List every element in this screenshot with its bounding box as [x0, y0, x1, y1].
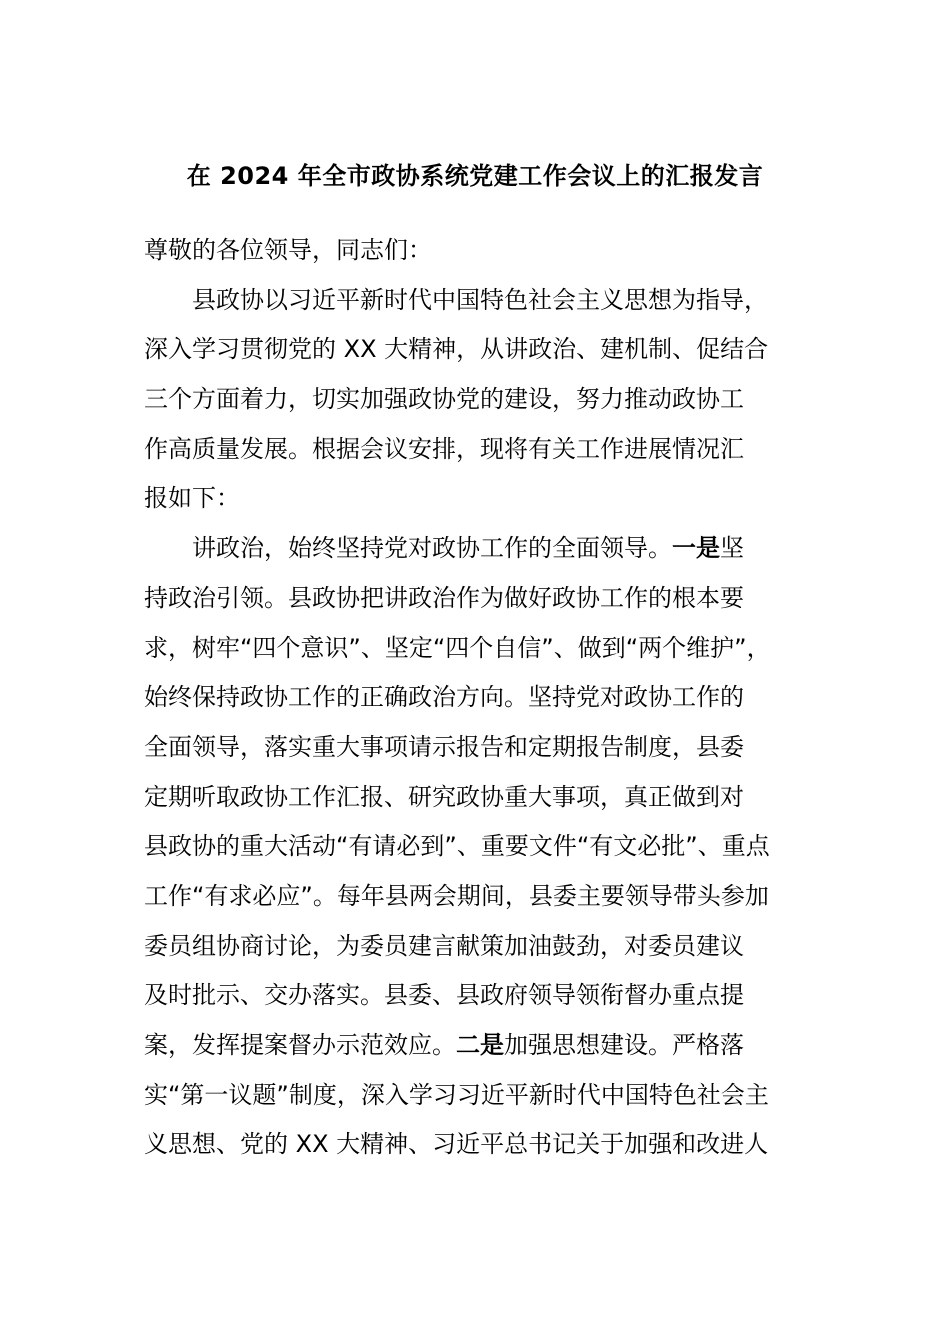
paragraph-line [144, 524, 804, 574]
paragraph-line: 始终保持政协工作的正确政治方向。坚持党对政协工作的 [144, 683, 744, 712]
paragraph-text: 讲政治，始终坚持党对政协工作的全面领导。 [192, 534, 672, 563]
paragraph-line: 三个方面着力，切实加强政协党的建设，努力推动政协工 [144, 385, 744, 414]
paragraph-line: 义思想、党的 XX 大精神、习近平总书记关于加强和改进人 [144, 1130, 769, 1159]
paragraph-line: 实“第一议题”制度，深入学习习近平新时代中国特色社会主 [144, 1080, 769, 1109]
paragraph-line [144, 1021, 804, 1071]
paragraph-line: 县政协的重大活动“有请必到”、重要文件“有文必批”、重点 [144, 832, 770, 861]
paragraph-line: 定期听取政协工作汇报、研究政协重大事项，真正做到对 [144, 782, 744, 811]
document-title: 在 2024 年全市政协系统党建工作会议上的汇报发言 [186, 162, 764, 190]
paragraph-politics [144, 524, 804, 1170]
paragraph-line: 报如下： [144, 484, 240, 513]
bold-marker-two: 二是 [456, 1031, 504, 1059]
paragraph-line: 持政治引领。县政协把讲政治作为做好政协工作的根本要 [144, 583, 744, 612]
paragraph-text: 加强思想建设。严格落 [504, 1031, 744, 1059]
paragraph-line: 工作“有求必应”。每年县两会期间，县委主要领导带头参加 [144, 881, 769, 910]
paragraph-intro [144, 276, 804, 524]
paragraph-line: 作高质量发展。根据会议安排，现将有关工作进展情况汇 [144, 434, 744, 463]
paragraph-line: 求，树牢“四个意识”、坚定“四个自信”、做到“两个维护”， [144, 633, 771, 662]
document-body [144, 226, 804, 1170]
paragraph-text: 坚 [720, 534, 744, 563]
paragraph-text: 案，发挥提案督办示范效应。 [144, 1031, 456, 1059]
salutation: 尊敬的各位领导，同志们： [144, 236, 432, 264]
paragraph-line: 全面领导，落实重大事项请示报告和定期报告制度，县委 [144, 732, 744, 761]
paragraph-line: 深入学习贯彻党的 XX 大精神，从讲政治、建机制、促结合 [144, 335, 769, 364]
paragraph-line: 委员组协商讨论，为委员建言献策加油鼓劲，对委员建议 [144, 931, 744, 960]
paragraph-line: 及时批示、交办落实。县委、县政府领导领衔督办重点提 [144, 981, 744, 1010]
paragraph-line: 县政协以习近平新时代中国特色社会主义思想为指导， [192, 285, 768, 314]
bold-marker-one: 一是 [672, 534, 720, 563]
